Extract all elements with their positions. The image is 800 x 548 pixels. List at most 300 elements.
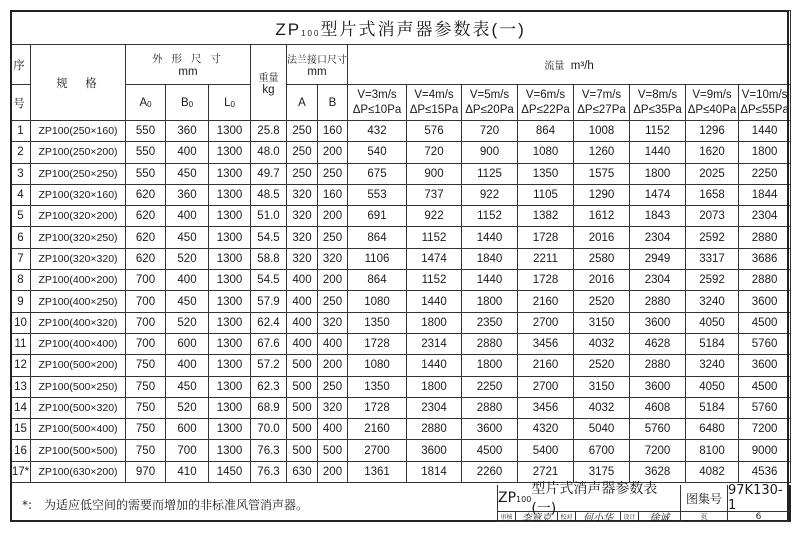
a0-cell: 750 xyxy=(126,376,166,397)
weight-cell: 57.9 xyxy=(251,291,287,312)
flange-b-cell: 250 xyxy=(318,163,348,184)
flow-3ms-cell: 1106 xyxy=(348,248,407,269)
flow-7ms-cell: 2520 xyxy=(574,291,630,312)
weight-cell: 70.0 xyxy=(251,419,287,440)
flow-10ms-cell: 9000 xyxy=(739,440,791,461)
l0-cell: 1300 xyxy=(209,291,251,312)
flow-5ms-cell: 3600 xyxy=(462,419,518,440)
flow-4ms-cell: 2880 xyxy=(407,419,462,440)
l0-cell: 1300 xyxy=(209,397,251,418)
flow-9ms-cell: 1296 xyxy=(686,121,739,142)
b0-cell: 700 xyxy=(166,440,209,461)
flow-3ms-cell: 864 xyxy=(348,227,407,248)
row-number-cell: 4 xyxy=(11,184,31,205)
flow-4ms-cell: 3600 xyxy=(407,440,462,461)
flange-b-cell: 320 xyxy=(318,397,348,418)
flange-b-cell: 320 xyxy=(318,248,348,269)
flow-9ms-cell: 1620 xyxy=(686,142,739,163)
page-label: 页 xyxy=(681,512,728,522)
a0-cell: 550 xyxy=(126,163,166,184)
atlas-label: 图集号 xyxy=(681,485,728,512)
table-title: $ZP_{100}$型片式消声器参数表(一) xyxy=(11,11,791,45)
flange-a-cell: 400 xyxy=(287,333,318,354)
flow-10ms-cell: 4500 xyxy=(739,376,791,397)
flow-9ms-cell: 3240 xyxy=(686,355,739,376)
flange-label: 法兰接口尺寸 xyxy=(287,55,347,66)
flow-6ms-cell: 1728 xyxy=(518,227,574,248)
a0-cell: 620 xyxy=(126,206,166,227)
b-header: B xyxy=(318,85,348,121)
design-label: 设计 xyxy=(621,512,639,522)
a0-cell: 750 xyxy=(126,419,166,440)
flange-b-cell: 160 xyxy=(318,184,348,205)
flow-10ms-cell: 1440 xyxy=(739,121,791,142)
a0-cell: 550 xyxy=(126,121,166,142)
flow-6ms-cell: 2721 xyxy=(518,461,574,482)
b0-cell: 400 xyxy=(166,142,209,163)
a0-cell: 700 xyxy=(126,291,166,312)
a0-cell: 750 xyxy=(126,440,166,461)
flow-9ms-cell: 2073 xyxy=(686,206,739,227)
flow-9ms-cell: 2592 xyxy=(686,270,739,291)
weight-cell: 48.5 xyxy=(251,184,287,205)
b0-cell: 450 xyxy=(166,291,209,312)
weight-cell: 48.0 xyxy=(251,142,287,163)
flow-6ms-cell: 1728 xyxy=(518,270,574,291)
weight-cell: 68.9 xyxy=(251,397,287,418)
flange-a-cell: 250 xyxy=(287,121,318,142)
a0-cell: 750 xyxy=(126,355,166,376)
flow-7ms-cell: 3175 xyxy=(574,461,630,482)
flow-5ms-cell: 1800 xyxy=(462,355,518,376)
flow-4ms-cell: 737 xyxy=(407,184,462,205)
l0-header: $L_0$ xyxy=(209,85,251,121)
model-spec-cell: ZP100(630×200) xyxy=(31,461,126,482)
flange-b-cell: 250 xyxy=(318,291,348,312)
model-spec-cell: ZP100(320×200) xyxy=(31,206,126,227)
flow-10ms-cell: 1800 xyxy=(739,142,791,163)
flow-4ms-cell: 1152 xyxy=(407,227,462,248)
flow-3ms-cell: 1728 xyxy=(348,333,407,354)
flow-9ms-cell: 4050 xyxy=(686,312,739,333)
row-number-cell: 17* xyxy=(11,461,31,482)
a0-cell: 700 xyxy=(126,333,166,354)
velocity-label: V=5m/s xyxy=(469,88,510,101)
flow-7ms-cell: 2016 xyxy=(574,270,630,291)
a0-cell: 620 xyxy=(126,227,166,248)
flow-7ms-cell: 6700 xyxy=(574,440,630,461)
row-number-cell: 8 xyxy=(11,270,31,291)
model-spec-cell: ZP100(250×250) xyxy=(31,163,126,184)
flow-4ms-cell: 576 xyxy=(407,121,462,142)
flow-5ms-cell: 1125 xyxy=(462,163,518,184)
row-number-cell: 11 xyxy=(11,333,31,354)
flow-10ms-cell: 4536 xyxy=(739,461,791,482)
flow-5ms-cell: 1840 xyxy=(462,248,518,269)
flow-10ms-cell: 7200 xyxy=(739,419,791,440)
flow-8ms-cell: 1152 xyxy=(630,121,686,142)
flow-7ms-cell: 3150 xyxy=(574,312,630,333)
flow-6ms-cell: 5400 xyxy=(518,440,574,461)
flow-8ms-cell: 1800 xyxy=(630,163,686,184)
l0-cell: 1300 xyxy=(209,355,251,376)
flange-b-cell: 500 xyxy=(318,440,348,461)
flow-5ms-cell: 922 xyxy=(462,184,518,205)
b0-cell: 400 xyxy=(166,355,209,376)
flow-10ms-cell: 3600 xyxy=(739,355,791,376)
a0-header: $A_0$ xyxy=(126,85,166,121)
b0-cell: 360 xyxy=(166,121,209,142)
flange-b-cell: 400 xyxy=(318,419,348,440)
b0-cell: 400 xyxy=(166,206,209,227)
flow-7ms-cell: 4032 xyxy=(574,333,630,354)
b0-cell: 360 xyxy=(166,184,209,205)
l0-cell: 1300 xyxy=(209,270,251,291)
flange-b-cell: 250 xyxy=(318,376,348,397)
flow-7ms-cell: 1612 xyxy=(574,206,630,227)
flow-4ms-cell: 900 xyxy=(407,163,462,184)
flow-3ms-cell: 1361 xyxy=(348,461,407,482)
flow-6ms-cell: 3456 xyxy=(518,333,574,354)
flow-6ms-cell: 1080 xyxy=(518,142,574,163)
b0-header: $B_0$ xyxy=(166,85,209,121)
a0-cell: 700 xyxy=(126,312,166,333)
a0-cell: 970 xyxy=(126,461,166,482)
flow-8ms-cell: 3600 xyxy=(630,376,686,397)
flow-6ms-cell: 864 xyxy=(518,121,574,142)
flow-10ms-cell: 2304 xyxy=(739,206,791,227)
flow-10ms-cell: 2880 xyxy=(739,227,791,248)
pressure-drop-label: ΔP≤20Pa xyxy=(465,103,514,116)
spec-header: 规 格 xyxy=(31,45,126,121)
b0-cell: 450 xyxy=(166,376,209,397)
flow-9ms-cell: 2025 xyxy=(686,163,739,184)
b0-cell: 520 xyxy=(166,312,209,333)
flow-4ms-cell: 1474 xyxy=(407,248,462,269)
weight-cell: 49.7 xyxy=(251,163,287,184)
flow-5ms-cell: 1440 xyxy=(462,270,518,291)
velocity-label: V=10m/s xyxy=(741,88,788,101)
flow-3ms-cell: 432 xyxy=(348,121,407,142)
design-signature: 徐诚 xyxy=(639,512,681,522)
flow-4ms-cell: 1800 xyxy=(407,376,462,397)
l0-cell: 1300 xyxy=(209,440,251,461)
flow-9ms-cell: 5184 xyxy=(686,397,739,418)
flow-unit: m³/h xyxy=(570,60,594,72)
flange-b-cell: 400 xyxy=(318,333,348,354)
flow-6ms-cell: 2211 xyxy=(518,248,574,269)
row-number-cell: 16 xyxy=(11,440,31,461)
flange-a-cell: 320 xyxy=(287,248,318,269)
flow-7ms-cell: 2520 xyxy=(574,355,630,376)
l0-cell: 1300 xyxy=(209,419,251,440)
weight-cell: 57.2 xyxy=(251,355,287,376)
flow-3ms-cell: 540 xyxy=(348,142,407,163)
model-spec-cell: ZP100(320×160) xyxy=(31,184,126,205)
check-signature: 何小华 xyxy=(576,512,621,522)
flow-5ms-cell: 900 xyxy=(462,142,518,163)
flow-8ms-cell: 2304 xyxy=(630,227,686,248)
flow-8ms-cell: 3600 xyxy=(630,312,686,333)
row-number-cell: 13 xyxy=(11,376,31,397)
outer-dims-label: 外 形 尺 寸 xyxy=(152,53,224,65)
weight-cell: 54.5 xyxy=(251,227,287,248)
flow-3ms-cell: 691 xyxy=(348,206,407,227)
weight-cell: 67.6 xyxy=(251,333,287,354)
flow-4ms-cell: 2304 xyxy=(407,397,462,418)
atlas-number: 97K130-1 xyxy=(728,485,791,512)
flow-4ms-cell: 1440 xyxy=(407,291,462,312)
review-signature: 李意克 xyxy=(516,512,558,522)
model-spec-cell: ZP100(400×250) xyxy=(31,291,126,312)
no-header-top: 序 xyxy=(11,45,31,85)
flange-b-cell: 250 xyxy=(318,227,348,248)
flow-8ms-cell: 1440 xyxy=(630,142,686,163)
velocity-label: V=7m/s xyxy=(581,88,622,101)
row-number-cell: 5 xyxy=(11,206,31,227)
review-label: 审核 xyxy=(498,512,516,522)
flow-5ms-cell: 2350 xyxy=(462,312,518,333)
pressure-drop-label: ΔP≤15Pa xyxy=(409,103,459,116)
flange-b-cell: 200 xyxy=(318,461,348,482)
flow-4ms-cell: 1800 xyxy=(407,312,462,333)
flow-3ms-cell: 675 xyxy=(348,163,407,184)
flow-10ms-cell: 5760 xyxy=(739,397,791,418)
flange-a-cell: 400 xyxy=(287,270,318,291)
flow-8ms-cell: 2880 xyxy=(630,355,686,376)
weight-label: 重量 xyxy=(258,73,279,84)
flange-a-cell: 500 xyxy=(287,355,318,376)
flow-10ms-cell: 5760 xyxy=(739,333,791,354)
flange-a-cell: 320 xyxy=(287,227,318,248)
flow-8ms-cell: 7200 xyxy=(630,440,686,461)
l0-cell: 1300 xyxy=(209,121,251,142)
l0-cell: 1300 xyxy=(209,227,251,248)
a-header: A xyxy=(287,85,318,121)
flow-6ms-cell: 2160 xyxy=(518,291,574,312)
flow-9ms-cell: 6480 xyxy=(686,419,739,440)
flange-b-cell: 200 xyxy=(318,355,348,376)
flow-10ms-cell: 1844 xyxy=(739,184,791,205)
model-spec-cell: ZP100(400×400) xyxy=(31,333,126,354)
flow-8ms-cell: 2304 xyxy=(630,270,686,291)
weight-cell: 51.0 xyxy=(251,206,287,227)
a0-cell: 750 xyxy=(126,397,166,418)
flange-a-cell: 400 xyxy=(287,291,318,312)
flange-a-cell: 250 xyxy=(287,142,318,163)
flange-a-cell: 320 xyxy=(287,206,318,227)
l0-cell: 1300 xyxy=(209,163,251,184)
model-spec-cell: ZP100(320×320) xyxy=(31,248,126,269)
flow-9ms-cell: 1658 xyxy=(686,184,739,205)
b0-cell: 600 xyxy=(166,419,209,440)
flow-8ms-cell: 4628 xyxy=(630,333,686,354)
no-header-bottom: 号 xyxy=(11,85,31,121)
row-number-cell: 14 xyxy=(11,397,31,418)
flow-6ms-cell: 2160 xyxy=(518,355,574,376)
flange-a-cell: 500 xyxy=(287,397,318,418)
l0-cell: 1300 xyxy=(209,206,251,227)
weight-cell: 58.8 xyxy=(251,248,287,269)
flow-4ms-cell: 1152 xyxy=(407,270,462,291)
b0-cell: 410 xyxy=(166,461,209,482)
flow-4ms-cell: 2314 xyxy=(407,333,462,354)
flow-8ms-cell: 2949 xyxy=(630,248,686,269)
flow-6ms-cell: 1382 xyxy=(518,206,574,227)
model-spec-cell: ZP100(500×250) xyxy=(31,376,126,397)
row-number-cell: 7 xyxy=(11,248,31,269)
check-label: 校对 xyxy=(558,512,576,522)
page-number: 6 xyxy=(728,512,791,522)
flow-3ms-cell: 1350 xyxy=(348,376,407,397)
flow-7ms-cell: 5040 xyxy=(574,419,630,440)
model-spec-cell: ZP100(400×200) xyxy=(31,270,126,291)
model-spec-cell: ZP100(500×400) xyxy=(31,419,126,440)
b0-cell: 450 xyxy=(166,227,209,248)
flange-unit: mm xyxy=(307,66,327,78)
flow-5ms-cell: 1152 xyxy=(462,206,518,227)
flow-9ms-cell: 5184 xyxy=(686,333,739,354)
a0-cell: 700 xyxy=(126,270,166,291)
flow-4ms-cell: 1814 xyxy=(407,461,462,482)
pressure-drop-label: ΔP≤35Pa xyxy=(633,103,682,116)
row-number-cell: 6 xyxy=(11,227,31,248)
row-number-cell: 15 xyxy=(11,419,31,440)
flow-9ms-cell: 4050 xyxy=(686,376,739,397)
flow-5ms-cell: 1800 xyxy=(462,291,518,312)
weight-cell: 76.3 xyxy=(251,440,287,461)
flange-a-cell: 500 xyxy=(287,440,318,461)
b0-cell: 400 xyxy=(166,270,209,291)
flow-10ms-cell: 2880 xyxy=(739,270,791,291)
flow-10ms-cell: 3686 xyxy=(739,248,791,269)
a0-cell: 550 xyxy=(126,142,166,163)
l0-cell: 1300 xyxy=(209,312,251,333)
flow-10ms-cell: 2250 xyxy=(739,163,791,184)
flange-a-cell: 250 xyxy=(287,163,318,184)
flow-6ms-cell: 2700 xyxy=(518,376,574,397)
weight-cell: 62.4 xyxy=(251,312,287,333)
flow-9ms-cell: 3240 xyxy=(686,291,739,312)
velocity-label: V=9m/s xyxy=(692,88,732,101)
row-number-cell: 1 xyxy=(11,121,31,142)
flow-3ms-cell: 864 xyxy=(348,270,407,291)
footnote: *: 为适应低空间的需要而增加的非标准风管消声器。 xyxy=(22,498,309,512)
flow-7ms-cell: 1008 xyxy=(574,121,630,142)
flow-10ms-cell: 3600 xyxy=(739,291,791,312)
velocity-label: V=4m/s xyxy=(414,88,454,101)
b0-cell: 520 xyxy=(166,248,209,269)
row-number-cell: 9 xyxy=(11,291,31,312)
flow-6ms-cell: 2700 xyxy=(518,312,574,333)
title-block-title: ZP $_{100}$ 型片式消声器参数表(一) xyxy=(498,485,681,512)
velocity-label: V=6m/s xyxy=(525,88,566,101)
flow-8ms-cell: 1474 xyxy=(630,184,686,205)
l0-cell: 1300 xyxy=(209,248,251,269)
flange-a-cell: 400 xyxy=(287,312,318,333)
flow-7ms-cell: 1260 xyxy=(574,142,630,163)
flange-a-cell: 630 xyxy=(287,461,318,482)
b0-cell: 520 xyxy=(166,397,209,418)
flow-6ms-cell: 1105 xyxy=(518,184,574,205)
flow-3ms-cell: 2160 xyxy=(348,419,407,440)
outer-dims-unit: mm xyxy=(178,66,198,78)
flow-7ms-cell: 1290 xyxy=(574,184,630,205)
flow-9ms-cell: 4082 xyxy=(686,461,739,482)
flow-7ms-cell: 3150 xyxy=(574,376,630,397)
flow-3ms-cell: 1080 xyxy=(348,355,407,376)
pressure-drop-label: ΔP≤27Pa xyxy=(577,103,626,116)
velocity-label: V=8m/s xyxy=(637,88,678,101)
flow-5ms-cell: 2250 xyxy=(462,376,518,397)
flow-3ms-cell: 1080 xyxy=(348,291,407,312)
flange-a-cell: 320 xyxy=(287,184,318,205)
flow-5ms-cell: 2260 xyxy=(462,461,518,482)
flange-a-cell: 500 xyxy=(287,376,318,397)
model-spec-cell: ZP100(250×160) xyxy=(31,121,126,142)
pressure-drop-label: ΔP≤10Pa xyxy=(352,103,402,116)
row-number-cell: 2 xyxy=(11,142,31,163)
model-spec-cell: ZP100(320×250) xyxy=(31,227,126,248)
flow-7ms-cell: 1575 xyxy=(574,163,630,184)
flange-b-cell: 200 xyxy=(318,206,348,227)
flow-9ms-cell: 3317 xyxy=(686,248,739,269)
row-number-cell: 10 xyxy=(11,312,31,333)
flange-b-cell: 200 xyxy=(318,270,348,291)
row-number-cell: 3 xyxy=(11,163,31,184)
a0-cell: 620 xyxy=(126,184,166,205)
flow-label: 流量 xyxy=(544,61,565,72)
pressure-drop-label: ΔP≤40Pa xyxy=(687,103,737,116)
flange-b-cell: 160 xyxy=(318,121,348,142)
model-spec-cell: ZP100(400×320) xyxy=(31,312,126,333)
model-spec-cell: ZP100(500×500) xyxy=(31,440,126,461)
page-frame xyxy=(10,10,789,522)
pressure-drop-label: ΔP≤55Pa xyxy=(740,103,789,116)
flow-5ms-cell: 1440 xyxy=(462,227,518,248)
flow-8ms-cell: 1843 xyxy=(630,206,686,227)
weight-unit: kg xyxy=(262,84,275,96)
flow-7ms-cell: 2580 xyxy=(574,248,630,269)
l0-cell: 1300 xyxy=(209,142,251,163)
weight-cell: 54.5 xyxy=(251,270,287,291)
model-spec-cell: ZP100(500×200) xyxy=(31,355,126,376)
model-spec-cell: ZP100(250×200) xyxy=(31,142,126,163)
l0-cell: 1300 xyxy=(209,184,251,205)
flow-7ms-cell: 2016 xyxy=(574,227,630,248)
flange-a-cell: 500 xyxy=(287,419,318,440)
title-block xyxy=(497,481,791,524)
flow-8ms-cell: 5760 xyxy=(630,419,686,440)
l0-cell: 1450 xyxy=(209,461,251,482)
flow-5ms-cell: 2880 xyxy=(462,333,518,354)
flow-3ms-cell: 1728 xyxy=(348,397,407,418)
l0-cell: 1300 xyxy=(209,333,251,354)
flow-4ms-cell: 720 xyxy=(407,142,462,163)
flow-3ms-cell: 553 xyxy=(348,184,407,205)
pressure-drop-label: ΔP≤22Pa xyxy=(521,103,570,116)
a0-cell: 620 xyxy=(126,248,166,269)
flow-10ms-cell: 4500 xyxy=(739,312,791,333)
flow-8ms-cell: 2880 xyxy=(630,291,686,312)
flow-6ms-cell: 1350 xyxy=(518,163,574,184)
flow-8ms-cell: 3628 xyxy=(630,461,686,482)
b0-cell: 450 xyxy=(166,163,209,184)
weight-cell: 25.8 xyxy=(251,121,287,142)
flange-b-cell: 200 xyxy=(318,142,348,163)
flow-8ms-cell: 4608 xyxy=(630,397,686,418)
weight-cell: 76.3 xyxy=(251,461,287,482)
